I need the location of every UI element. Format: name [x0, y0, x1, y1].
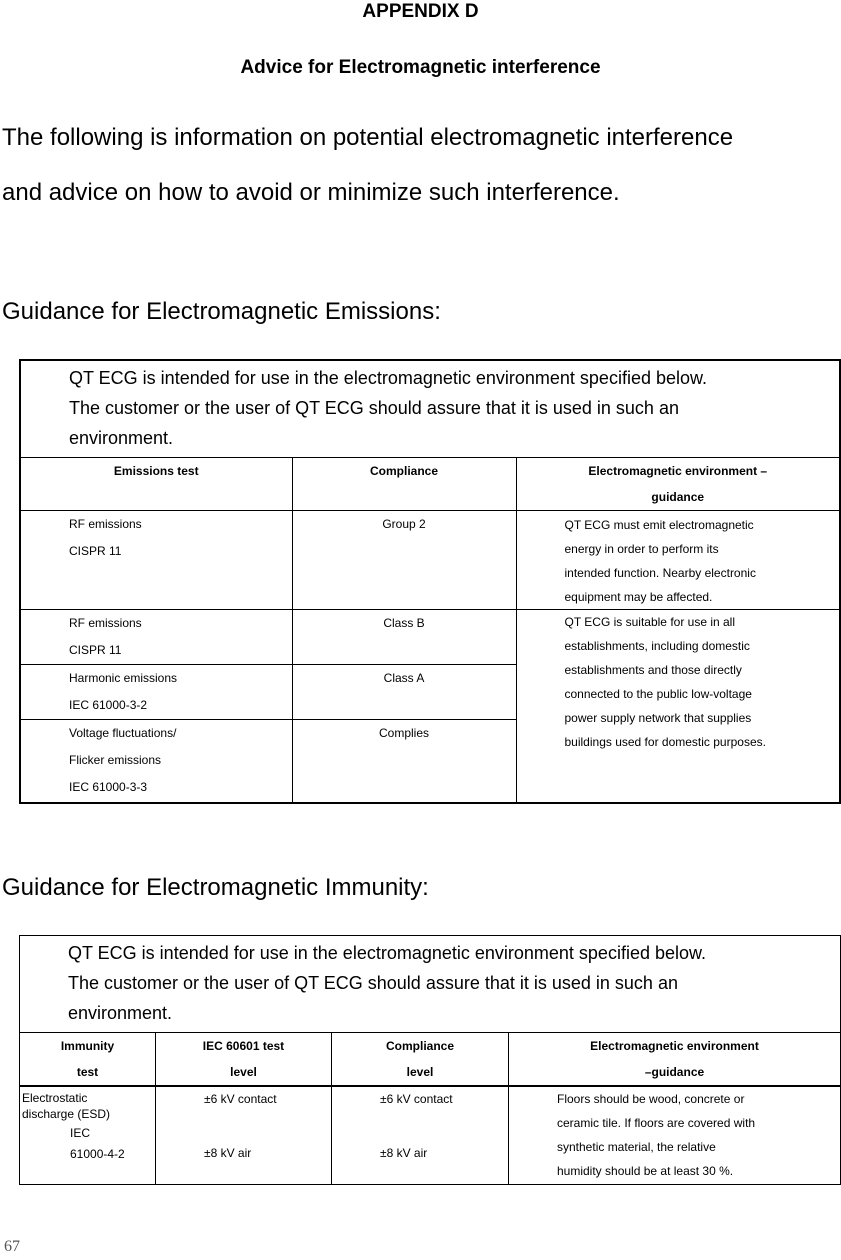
compliance-cell: Class B	[292, 610, 516, 665]
immunity-note	[20, 936, 841, 1033]
immunity-environment-cell: Floors should be wood, concrete or ceramic tile. If floors are covered with synthetic material, the relative humidity should be at least 30 %.	[509, 1086, 841, 1184]
emissions-test-cell: RF emissions CISPR 11	[20, 610, 292, 665]
emissions-test-cell: Harmonic emissions IEC 61000-3-2	[20, 665, 292, 720]
intro-line: and advice on how to avoid or minimize such interference.	[2, 179, 620, 206]
page-subtitle: Advice for Electromagnetic interference	[240, 57, 601, 78]
immunity-test-cell: Electrostatic discharge (ESD) IEC 61000-4-2	[20, 1086, 156, 1184]
shared-environment-cell: QT ECG is suitable for use in all establishments, including domestic establishments and those directly connected to the public low-voltage power supply network that supplies buildings used for domestic purposes.	[516, 610, 840, 803]
emissions-test-cell: RF emissions CISPR 11	[20, 511, 292, 610]
note-line: QT ECG is intended for use in the electromagnetic environment specified below.	[68, 943, 707, 963]
immunity-table	[19, 935, 841, 1185]
header-compliance-level: Compliance level	[332, 1033, 509, 1087]
test-level-cell: ±6 kV contact ±8 kV air	[156, 1086, 332, 1184]
note-line: The customer or the user of QT ECG should assure that it is used in such an	[69, 398, 679, 418]
compliance-cell: Complies	[292, 720, 516, 803]
intro-line: The following is information on potential electromagnetic interference	[2, 124, 734, 151]
table-row	[20, 511, 840, 610]
emissions-table	[19, 359, 841, 804]
page-number: 67	[4, 1238, 20, 1255]
environment-cell: QT ECG must emit electromagnetic energy in order to perform its intended function. Nearby electronic equipment may be affected.	[516, 511, 840, 610]
emissions-heading: Guidance for Electromagnetic Emissions:	[2, 298, 441, 325]
note-line: environment.	[68, 1003, 173, 1023]
header-compliance: Compliance	[292, 458, 516, 511]
header-emissions-test: Emissions test	[20, 458, 292, 511]
compliance-cell: Class A	[292, 665, 516, 720]
intro-paragraph	[2, 110, 840, 220]
immunity-heading: Guidance for Electromagnetic Immunity:	[2, 874, 429, 901]
appendix-title: APPENDIX D	[362, 1, 479, 22]
header-test-level: IEC 60601 test level	[156, 1033, 332, 1087]
compliance-level-cell: ±6 kV contact ±8 kV air	[332, 1086, 509, 1184]
emissions-note	[20, 360, 840, 458]
emissions-test-cell: Voltage fluctuations/ Flicker emissions IEC 61000-3-3	[20, 720, 292, 803]
note-line: The customer or the user of QT ECG should assure that it is used in such an	[68, 973, 678, 993]
table-row	[20, 610, 840, 665]
compliance-cell: Group 2	[292, 511, 516, 610]
header-immunity-test: Immunity test	[20, 1033, 156, 1087]
table-row	[20, 1086, 841, 1184]
note-line: environment.	[69, 428, 174, 448]
note-line: QT ECG is intended for use in the electromagnetic environment specified below.	[69, 368, 708, 388]
header-immunity-environment: Electromagnetic environment –guidance	[509, 1033, 841, 1087]
header-environment: Electromagnetic environment – guidance	[516, 458, 840, 511]
